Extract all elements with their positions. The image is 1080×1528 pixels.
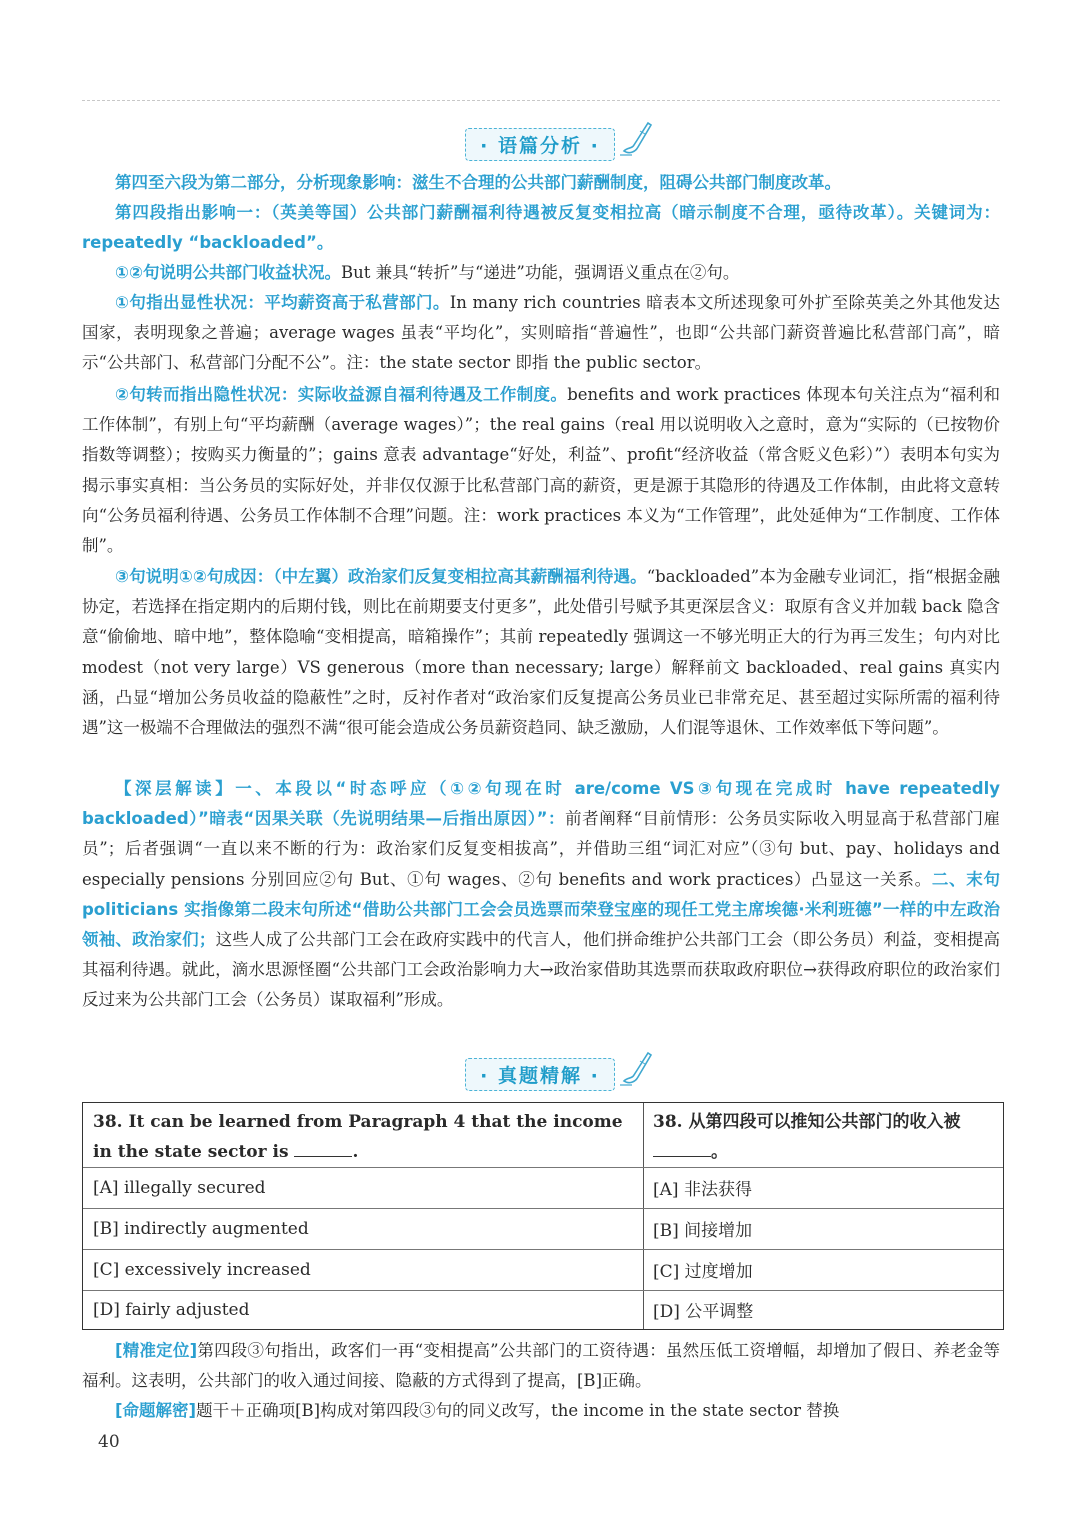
- para-7-body: 前者阐释“目前情形：公务员实际收入明显高于私营部门雇员”；后者强调“一直以来不断的行为：政治家们反复变相拔高”，并借助三组“词汇对应”（③句 but、pay、holidays and especially pensions 分别回应②句 But、①句 wages、②句 benefits and work practices）凸显这一关系。: [82, 809, 1001, 889]
- page-number: 40: [98, 1432, 120, 1452]
- answer-blank: [294, 1138, 352, 1157]
- option-b-zh: [B] 间接增加: [653, 1221, 753, 1241]
- analysis-paragraph-6: [82, 562, 1000, 743]
- option-d-zh: [D] 公平调整: [653, 1302, 754, 1322]
- para-4-body: In many rich countries 暗表本文所述现象可外扩至除英美之外其他发达国家，表明现象之普遍；average wages 虽表“平均化”，实则暗指“普遍性”，也即“公共部门薪资普遍比私营部门高”，暗示“公共部门、私营部门分配不公”。注：the state sector 即指 the public sector。: [82, 293, 1000, 373]
- section-title-pill: [465, 128, 615, 161]
- question-stem-en: 38. It can be learned from Paragraph 4 that the income in the state sector is .: [93, 1112, 623, 1162]
- section-heading-analysis: [0, 128, 1080, 161]
- para-5-lead: ②句转而指出隐性状况：实际收益源自福利待遇及工作制度。: [115, 385, 568, 404]
- decode-body: 题干＋正确项[B]构成对第四段③句的同义改写，the income in the state sector 替换: [196, 1401, 840, 1420]
- option-a-zh: [A] 非法获得: [653, 1180, 752, 1200]
- section-heading-questions: [0, 1058, 1080, 1091]
- analysis-paragraph-2: [82, 198, 1000, 258]
- para-5-body: benefits and work practices 体现本句关注点为“福利和工作体制”，有别上句“平均薪酬（average wages）”；the real gains（real 用以说明收入之意时，意为“实际的（已按物价指数等调整）；按购买力衡量的”；gains 意表 advantage“好处，利益”、profit“经济收益（常含贬义色彩）”）表明本句实为揭示事实真相：当公务员的实际好处，并非仅仅源于比私营部门高的薪资，更是源于其隐形的待遇及工作体制，由此将文意转向“公务员福利待遇、公务员工作体制不合理”问题。注：work practices 本义为“工作管理”，此处延伸为“工作制度、工作体制”。: [82, 385, 1000, 556]
- para-7-body-2: 这些人成了公共部门工会在政府实践中的代言人，他们拼命维护公共部门工会（即公务员）利益，变相提高其福利待遇。就此，滴水思源怪圈“公共部门工会政治影响力大→政治家借助其选票而获取政府职位→获得政府职位的政治家们反过来为公共部门工会（公务员）谋取福利”形成。: [82, 930, 1001, 1010]
- para-6-body: “backloaded”本为金融专业词汇，指“根据金融协定，若选择在指定期内的后期付钱，则比在前期要支付更多”，此处借引号赋予其更深层含义：取原有含义并加载 back 隐含意“偷偷地、暗中地”，整体隐喻“变相提高，暗箱操作”；其前 repeatedly 强调这一不够光明正大的行为再三发生；句内对比 modest（not very large）VS generous（more than necessary; large）解释前文 backloaded、real gains 真实内涵，凸显“增加公务员收益的隐蔽性”之时，反衬作者对“政治家们反复提高公务员业已非常充足、甚至超过实际所需的福利待遇”这一极端不合理做法的强烈不满“很可能会造成公务员薪资趋同、缺乏激励，人们混等退休、工作效率低下等问题”。: [82, 567, 1000, 738]
- decode-label: [命题解密]: [115, 1401, 197, 1420]
- answer-decode-paragraph: [82, 1396, 1000, 1426]
- option-c-zh: [C] 过度增加: [653, 1262, 753, 1282]
- question-stem-zh: 38. 从第四段可以推知公共部门的收入被。: [653, 1112, 961, 1162]
- analysis-paragraph-5: [82, 380, 1000, 561]
- analysis-paragraph-7: [82, 774, 1000, 1016]
- para-3-body: But 兼具“转折”与“递进”功能，强调语义重点在②句。: [340, 263, 740, 282]
- para-4-lead: ①句指出显性状况：平均薪资高于私营部门。: [115, 293, 450, 312]
- option-a-en: [A] illegally secured: [93, 1177, 266, 1198]
- para-2-lead: 第四段指出影响一：（英美等国）公共部门薪酬福利待遇被反复变相拉高（暗示制度不合理，亟待改革）。关键词为：repeatedly “backloaded”。: [82, 203, 1000, 253]
- para-7-lead: 【深层解读】一、本段以“时态呼应（①②句现在时 are/come VS③句现在完成时 have repeatedly backloaded）”暗表“因果关联（先说明结果—后指出原因）”：: [82, 779, 1000, 829]
- section-title: · 语篇分析 ·: [480, 135, 600, 157]
- section-title-pill: [465, 1058, 615, 1091]
- brush-icon: [618, 1047, 654, 1087]
- question-table: [82, 1102, 1004, 1330]
- answer-blank: [653, 1138, 711, 1157]
- answer-locate-paragraph: [82, 1336, 1000, 1396]
- analysis-paragraph-4: [82, 288, 1000, 379]
- option-d-en: [D] fairly adjusted: [93, 1299, 250, 1320]
- top-divider: [82, 100, 1000, 101]
- para-3-lead: ①②句说明公共部门收益状况。: [115, 263, 341, 282]
- section-title: · 真题精解 ·: [480, 1065, 600, 1087]
- analysis-paragraph-1: [82, 168, 1000, 198]
- para-7-lead-2: 二、末句 politicians 实指像第二段末句所述“借助公共部门工会会员选票而荣登宝座的现任工党主席埃德·米利班德”一样的中左政治领袖、政治家们；: [82, 869, 1001, 950]
- analysis-paragraph-3: [82, 258, 1000, 288]
- locate-label: [精准定位]: [115, 1341, 198, 1360]
- brush-icon: [618, 117, 654, 157]
- option-b-en: [B] indirectly augmented: [93, 1218, 309, 1239]
- option-c-en: [C] excessively increased: [93, 1259, 311, 1280]
- para-1-lead: 第四至六段为第二部分，分析现象影响：滋生不合理的公共部门薪酬制度，阻碍公共部门制度改革。: [115, 173, 841, 192]
- para-6-lead: ③句说明①②句成因：（中左翼）政治家们反复变相拉高其薪酬福利待遇。: [115, 567, 647, 586]
- locate-body: 第四段③句指出，政客们一再“变相提高”公共部门的工资待遇：虽然压低工资增幅，却增加了假日、养老金等福利。这表明，公共部门的收入通过间接、隐蔽的方式得到了提高，[B]正确。: [82, 1341, 1000, 1391]
